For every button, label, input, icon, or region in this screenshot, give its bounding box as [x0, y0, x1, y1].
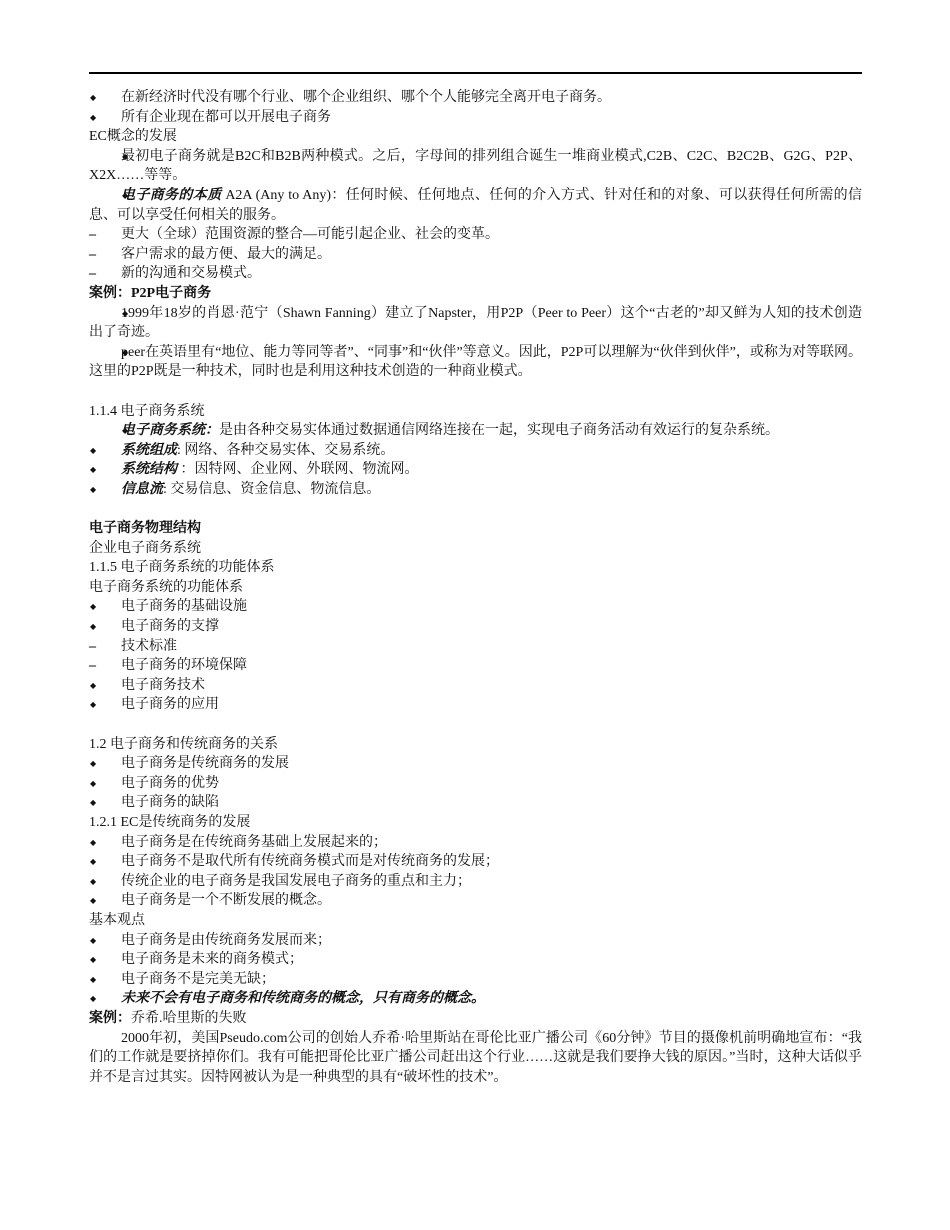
text: 所有企业现在都可以开展电子商务 — [121, 109, 331, 125]
text: ：因特网、企业网、外联网、物流网。 — [177, 462, 419, 478]
text: 1.1.5 电子商务系统的功能体系 — [89, 560, 275, 576]
text: 1999年18岁的肖恩·范宁（Shawn Fanning）建立了Napster，用P2P（Peer to Peer）这个“古老的”却又鲜为人知的技术创造出了奇迹。 — [89, 305, 862, 341]
paragraph — [89, 578, 862, 598]
spacer — [89, 715, 862, 735]
spacer — [89, 382, 862, 402]
text: 技术标准 — [121, 638, 177, 654]
bullet-item — [89, 793, 862, 813]
emphasis: 电子商务系统： — [121, 423, 219, 439]
paragraph — [89, 539, 862, 559]
bullet-item — [89, 891, 862, 911]
bullet-item — [89, 950, 862, 970]
dash-item — [89, 637, 862, 657]
text: 电子商务的优势 — [121, 775, 219, 791]
text: 电子商务不是取代所有传统商务模式而是对传统商务的发展； — [121, 854, 499, 870]
section-heading — [89, 402, 862, 422]
document-body — [89, 72, 862, 1087]
emphasis: 信息流 — [121, 481, 163, 497]
dash-item — [89, 264, 862, 284]
bullet-item — [89, 186, 862, 225]
case-heading — [89, 1009, 862, 1029]
dash-item — [89, 245, 862, 265]
bullet-item — [89, 833, 862, 853]
bullet-item — [89, 754, 862, 774]
text: 基本观点 — [89, 912, 145, 928]
text: : 网络、各种交易实体、交易系统。 — [177, 442, 395, 458]
text: 电子商务技术 — [121, 677, 205, 693]
bullet-item — [89, 617, 862, 637]
paragraph — [89, 911, 862, 931]
text: peer在英语里有“地位、能力等同等者”、“同事”和“伙伴”等意义。因此，P2P可以理解为“伙伴到伙伴”，或称为对等联网。这里的P2P既是一种技术，同时也是利用这种技术创造的一种商业模式。 — [89, 344, 862, 380]
emphasis: 系统结构 — [121, 462, 177, 478]
text: 电子商务是在传统商务基础上发展起来的； — [121, 834, 387, 850]
text: 电子商务的应用 — [121, 697, 219, 713]
paragraph — [89, 1029, 862, 1088]
section-heading — [89, 519, 862, 539]
text: 电子商务是传统商务的发展 — [121, 756, 289, 772]
section-heading — [89, 735, 862, 755]
text: 案例：P2P电子商务 — [89, 285, 212, 301]
text: 乔希.哈里斯的失败 — [131, 1010, 247, 1026]
bullet-item — [89, 695, 862, 715]
emphasis: 案例： — [89, 1010, 131, 1026]
emphasis: 电子商务的本质 — [121, 187, 222, 203]
text: 电子商务系统的功能体系 — [89, 579, 243, 595]
text: 1.2.1 EC是传统商务的发展 — [89, 814, 251, 830]
bullet-item — [89, 931, 862, 951]
text: 企业电子商务系统 — [89, 540, 201, 556]
bullet-item — [89, 147, 862, 186]
bullet-item — [89, 343, 862, 382]
text: A2A (Any to Any)：任何时候、任何地点、任何的介入方式、针对任和的对象、可以获得任何所需的信息、可以享受任何相关的服务。 — [89, 187, 863, 223]
dash-item — [89, 225, 862, 245]
spacer — [89, 499, 862, 519]
bullet-item — [89, 774, 862, 794]
text: 是由各种交易实体通过数据通信网络连接在一起，实现电子商务活动有效运行的复杂系统。 — [219, 423, 779, 439]
dash-item — [89, 656, 862, 676]
section-heading — [89, 127, 862, 147]
text: 2000年初，美国Pseudo.com公司的创始人乔希·哈里斯站在哥伦比亚广播公司《60分钟》节目的摄像机前明确地宣布：“我们的工作就是要挤掉你们。我有可能把哥伦比亚广播公司赶出这个行业……这就是我们要挣大钱的原因。”当时，这种大话似乎并不是言过其实。因特网被认为是一种典型的具有“破坏性的技术”。 — [89, 1030, 862, 1085]
text: 传统企业的电子商务是我国发展电子商务的重点和主力； — [121, 873, 471, 889]
text: 电子商务的环境保障 — [121, 658, 247, 674]
bullet-item — [89, 441, 862, 461]
bullet-item — [89, 852, 862, 872]
bullet-item — [89, 421, 862, 441]
text: 在新经济时代没有哪个行业、哪个企业组织、哪个个人能够完全离开电子商务。 — [121, 90, 611, 105]
text: 1.1.4 电子商务系统 — [89, 403, 205, 419]
text: 更大（全球）范围资源的整合—可能引起企业、社会的变革。 — [121, 227, 499, 243]
text: EC概念的发展 — [89, 129, 177, 145]
text: 最初电子商务就是B2C和B2B两种模式。之后，字母间的排列组合诞生一堆商业模式,C2B、C2C、B2C2B、G2G、P2P、X2X……等等。 — [89, 148, 862, 184]
text: 未来不会有电子商务和传统商务的概念，只有商务的概念。 — [121, 991, 485, 1007]
case-heading — [89, 284, 862, 304]
text: 电子商务的基础设施 — [121, 599, 247, 615]
bullet-item — [89, 676, 862, 696]
bullet-item — [89, 88, 862, 108]
text: 电子商务的支撑 — [121, 619, 219, 635]
bullet-item — [89, 989, 862, 1009]
text: 电子商务物理结构 — [89, 521, 201, 537]
bullet-item — [89, 460, 862, 480]
text: 1.2 电子商务和传统商务的关系 — [89, 736, 278, 752]
bullet-item — [89, 970, 862, 990]
text: 电子商务不是完美无缺； — [121, 971, 275, 987]
bullet-item — [89, 597, 862, 617]
bullet-item — [89, 872, 862, 892]
text: 客户需求的最方便、最大的满足。 — [121, 246, 331, 262]
text: 新的沟通和交易模式。 — [121, 266, 261, 282]
section-heading — [89, 558, 862, 578]
section-heading — [89, 813, 862, 833]
text: : 交易信息、资金信息、物流信息。 — [163, 481, 381, 497]
bullet-item — [89, 304, 862, 343]
text: 电子商务是一个不断发展的概念。 — [121, 893, 331, 909]
document-page — [89, 72, 862, 1087]
text: 电子商务是由传统商务发展而来； — [121, 932, 331, 948]
text: 电子商务的缺陷 — [121, 795, 219, 811]
bullet-item — [89, 480, 862, 500]
bullet-item — [89, 108, 862, 128]
text: 电子商务是未来的商务模式； — [121, 952, 303, 968]
emphasis: 系统组成 — [121, 442, 177, 458]
